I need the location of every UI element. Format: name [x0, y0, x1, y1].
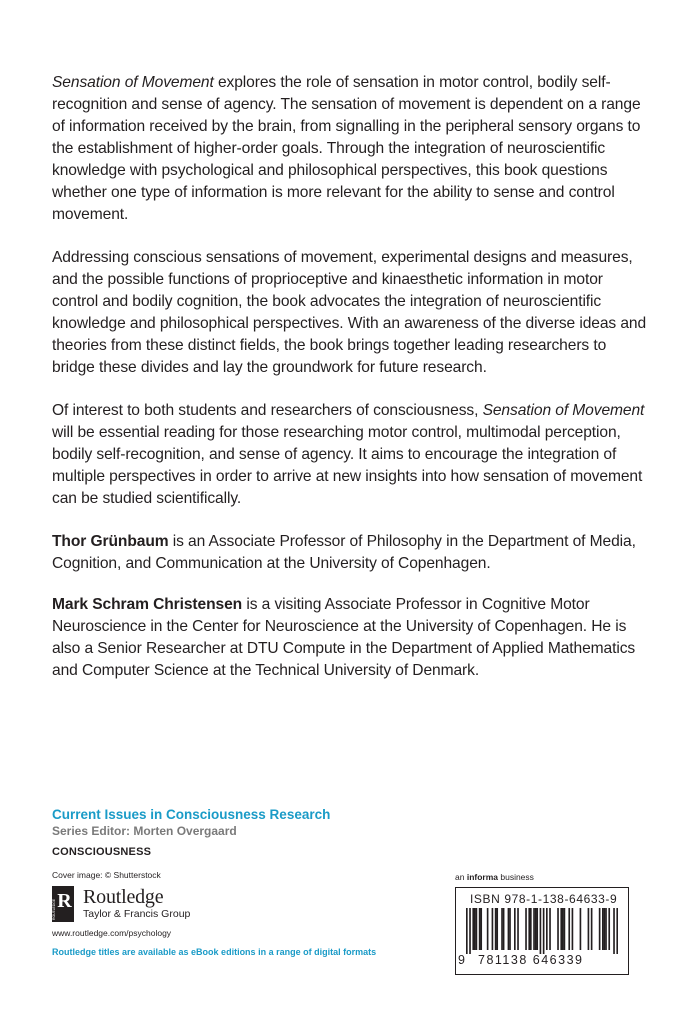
barcode-bar [530, 908, 532, 950]
author-name: Mark Schram Christensen [52, 596, 243, 613]
informa-brand: informa [466, 872, 498, 882]
barcode-bar [557, 908, 559, 950]
barcode-bar [503, 908, 505, 950]
author-bio-text: is an Associate Professor of Philosophy in the Department of Media, Cognition, and Communication at the University of Copenhagen. [52, 533, 636, 572]
barcode-bar [543, 908, 545, 954]
author-bio-text: is a visiting Associate Professor in Cognitive Motor Neuroscience in the Center for Neuroscience at the University of Copenhagen. He is also a Senior Researcher at DTU Compute in the Department of Applied Mathematics and Computer Science at the Technical University of Denmark. [52, 596, 636, 679]
barcode-bar [560, 908, 562, 950]
informa-business-label: an informa business [455, 872, 534, 882]
barcode-bar [474, 908, 476, 950]
barcode-bar [568, 908, 570, 950]
barcode-bar [613, 908, 615, 954]
barcode-bar [605, 908, 607, 950]
barcode-bar [604, 908, 606, 950]
blurb-paragraph-2: Addressing conscious sensations of movement, experimental designs and measures, and the possible functions of proprioceptive and kinaesthetic information in motor control and bodily cognition, the book advocates the integration of neuroscientific knowledge and philosophical perspectives. With an awareness of the diverse ideas and theories from these distinct fields, the book brings together leading researchers to bridge these divides and lay the groundwork for future research. [52, 249, 647, 376]
barcode-bar [466, 908, 468, 954]
author-name: Thor Grünbaum [52, 533, 169, 550]
publisher-group: Taylor & Francis Group [83, 908, 191, 920]
barcode-bar [616, 908, 618, 954]
barcode-bar [487, 908, 489, 950]
barcode-bar [514, 908, 516, 950]
barcode-bar [517, 908, 519, 950]
barcode-digit-first: 9 [458, 953, 467, 967]
barcode-bar [572, 908, 574, 950]
barcode-bar [536, 908, 538, 950]
blurb-paragraph-1-text: explores the role of sensation in motor control, bodily self-recognition and sense of agency. The sensation of movement is dependent on a range of information received by the brain, from signalling in the peripheral sensory organs to the establishment of higher-order goals. Through the integration of neuroscientific knowledge with psychological and philosophical perspectives, this book questions whether one type of information is more relevant for the ability to sense and control movement. [52, 74, 641, 223]
barcode-digits-rest: 781138 646339 [478, 953, 584, 967]
barcode-bar [472, 908, 474, 950]
barcode-bar [496, 908, 498, 950]
barcode-bar [495, 908, 497, 950]
barcode-bar [588, 908, 590, 950]
barcode-bar [469, 908, 471, 954]
barcode-bar [540, 908, 542, 954]
barcode-bar [479, 908, 481, 950]
barcode-bar [476, 908, 478, 950]
barcode-bar [602, 908, 604, 950]
barcode-bar [591, 908, 593, 950]
subject-category: CONSCIOUSNESS [52, 846, 152, 858]
back-cover-blurb [52, 72, 652, 701]
barcode-bar [533, 908, 535, 950]
series-title: Current Issues in Consciousness Research [52, 807, 331, 822]
blurb-paragraph-3 [52, 400, 652, 510]
publisher-name: Routledge [83, 886, 164, 908]
barcode-bar [509, 908, 511, 950]
book-title-italic: Sensation of Movement [52, 74, 214, 91]
barcode-bar [480, 908, 482, 950]
barcode-bar [508, 908, 510, 950]
svg-text:ROUTLEDGE: ROUTLEDGE [52, 898, 57, 920]
barcode-bar [562, 908, 564, 950]
barcode-bar [580, 908, 582, 950]
barcode-bar [608, 908, 610, 950]
blurb-paragraph-1 [52, 72, 652, 226]
series-editor: Series Editor: Morten Overgaard [52, 824, 237, 838]
book-title-italic: Sensation of Movement [482, 402, 645, 419]
publisher-logo [52, 886, 232, 926]
routledge-logo-icon [52, 886, 74, 922]
blurb-paragraph-3-start: Of interest to both students and researchers of consciousness, [52, 402, 483, 419]
isbn-number: ISBN 978-1-138-64633-9 [470, 892, 618, 906]
barcode-bar [564, 908, 566, 950]
barcode-bar [535, 908, 537, 950]
barcode-bar [492, 908, 494, 950]
publisher-url[interactable]: www.routledge.com/psychology [52, 928, 172, 938]
barcode-bar [501, 908, 503, 950]
barcode-bar [528, 908, 530, 950]
series-info [52, 806, 330, 860]
barcode-icon [466, 908, 618, 954]
cover-image-credit: Cover image: © Shutterstock [52, 870, 161, 880]
blurb-paragraph-3-text: will be essential reading for those researching motor control, multimodal perception, bodily self-recognition, and sense of agency. It aims to encourage the integration of multiple perspectives in order to arrive at new insights into how sensation of movement can be studied scientifically. [52, 424, 643, 507]
barcode-bar [546, 908, 548, 950]
ebook-note: Routledge titles are available as eBook editions in a range of digital formats [52, 947, 377, 957]
isbn-barcode [455, 887, 629, 975]
barcode-bar [599, 908, 601, 950]
svg-text:R: R [57, 890, 72, 912]
author-bio [52, 594, 652, 682]
barcode-bar [525, 908, 527, 950]
barcode-bar [549, 908, 551, 950]
author-bio [52, 531, 652, 575]
